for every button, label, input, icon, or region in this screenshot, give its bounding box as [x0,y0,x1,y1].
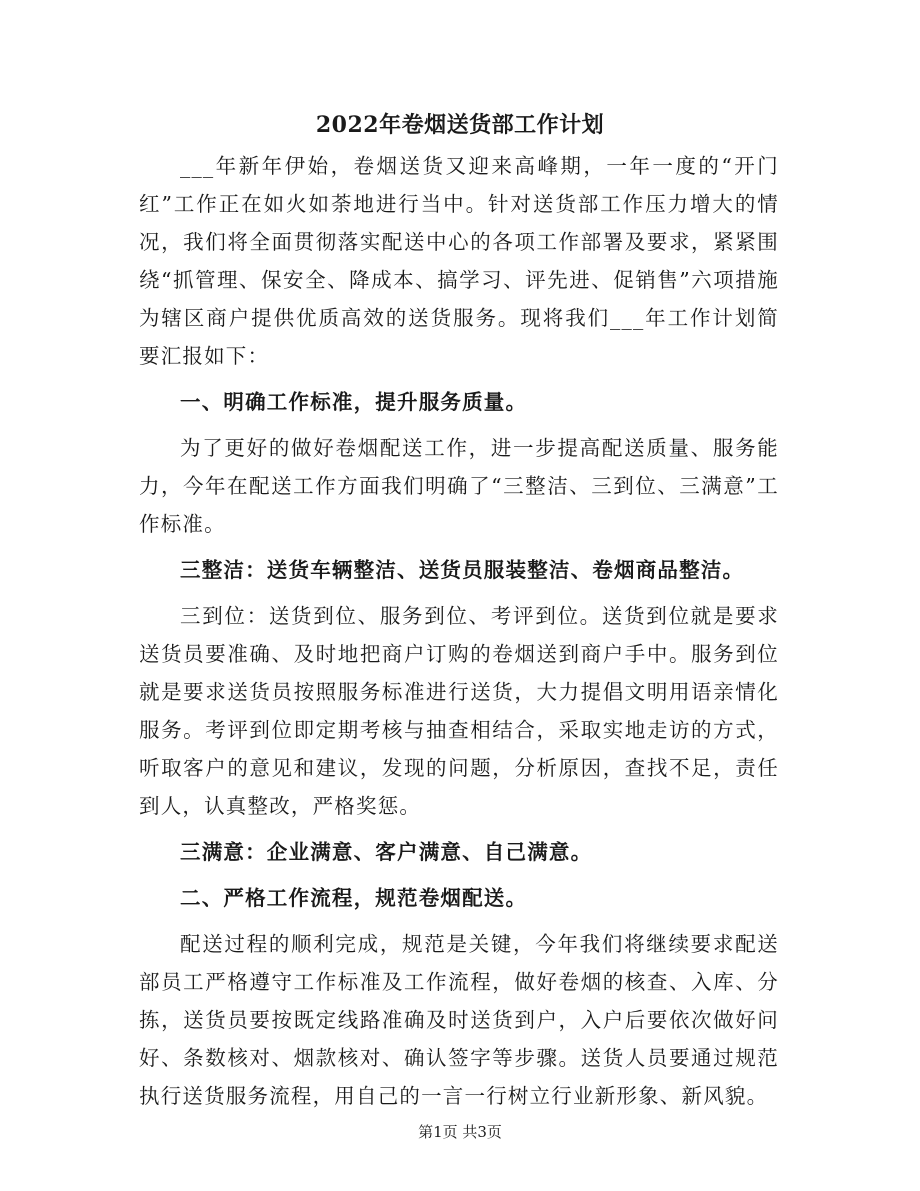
section-2-paragraph: 配送过程的顺利完成，规范是关键，今年我们将继续要求配送部员工严格遵守工作标准及工作流程，做好卷烟的核查、入库、分拣，送货员要按既定线路准确及时送货到户，入户后要依次做好问好、条数核对、烟款核对、确认签字等步骤。送货人员要通过规范执行送货服务流程，用自己的一言一行树立行业新形象、新风貌。 [139,932,779,1108]
sanmanyi-line: 三满意：企业满意、客户满意、自己满意。 [180,840,593,864]
sanzhengjie-line: 三整洁：送货车辆整洁、送货员服装整洁、卷烟商品整洁。 [180,558,745,582]
intro-paragraph: ___年新年伊始，卷烟送货又迎来高峰期，一年一度的“开门红”工作正在如火如荼地进行当中。针对送货部工作压力增大的情况，我们将全面贯彻落实配送中心的各项工作部署及要求，紧紧围绕“抓管理、保安全、降成本、搞学习、评先进、促销售”六项措施为辖区商户提供优质高效的送货服务。现将我们___年工作计划简要汇报如下： [139,154,779,368]
section-1-paragraph: 为了更好的做好卷烟配送工作，进一步提高配送质量、服务能力，今年在配送工作方面我们明确了“三整洁、三到位、三满意”工作标准。 [139,436,779,536]
section-heading-2: 二、严格工作流程，规范卷烟配送。 [180,886,528,910]
page-footer: 第1页 共3页 [418,1123,502,1141]
section-heading-1: 一、明确工作标准，提升服务质量。 [180,390,528,414]
sandaowei-paragraph: 三到位：送货到位、服务到位、考评到位。送货到位就是要求送货员要准确、及时地把商户订购的卷烟送到商户手中。服务到位就是要求送货员按照服务标准进行送货，大力提倡文明用语亲情化服务。考评到位即定期考核与抽查相结合，采取实地走访的方式，听取客户的意见和建议，发现的问题，分析原因，查找不足，责任到人，认真整改，严格奖惩。 [139,604,779,818]
document-title: 2022年卷烟送货部工作计划 [315,112,605,138]
document-body [139,147,779,1115]
